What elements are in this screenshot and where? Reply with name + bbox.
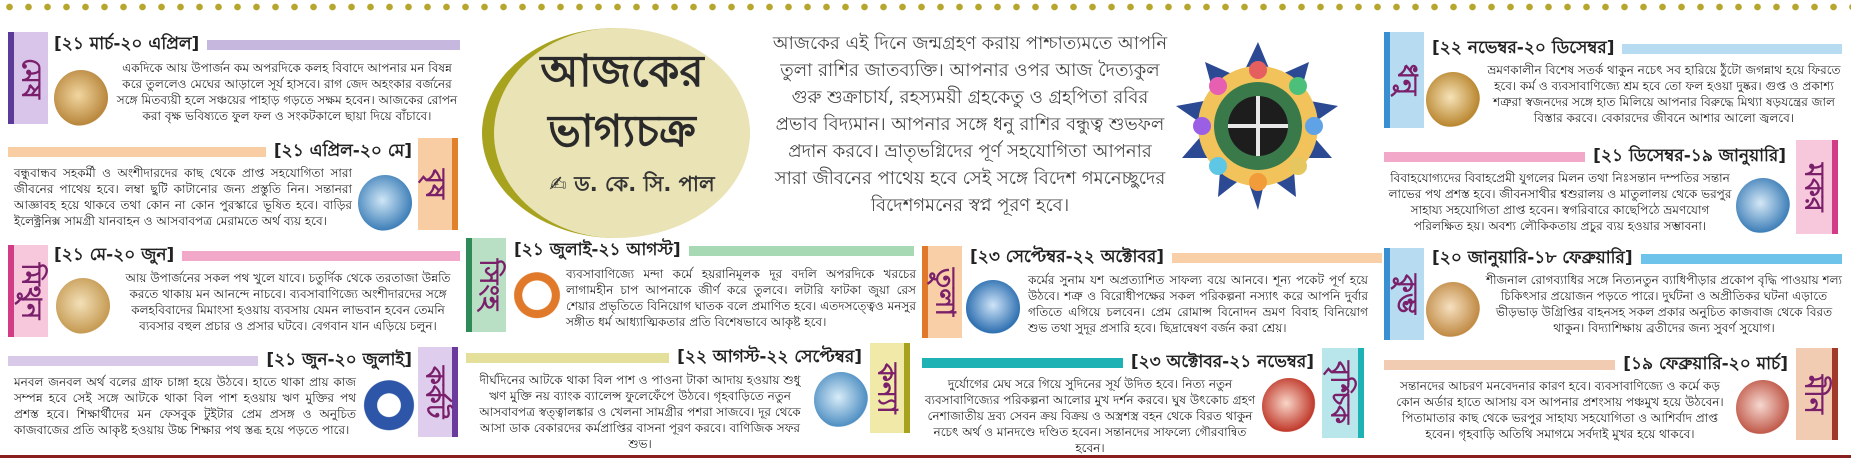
sign-name: মকর bbox=[1798, 162, 1830, 212]
horoscope-text-kanya: দীর্ঘদিনের আটকে থাকা বিল পাশ ও পাওনা টাকা আদায় হওয়ায় শুধু ঋণ মুক্তি নয় ব্যাংক ব্যালেন্স ফুলেফেঁপে উঠবে। গৃহবাড়িতে নতুন আসবাবপত্র স্বত্ত্বালঙ্কার ও খেলনা সামগ্রীর পশরা সাজবে। দূর থেকে আসা ডাক বেকারদের কর্মপ্রাপ্তির বাসনা পূরণ করবে। বাণিজিক সফর শুভ। bbox=[479, 373, 801, 451]
date-range: [২১ মার্চ-২০ এপ্রিল] bbox=[54, 34, 200, 54]
scorpio-icon bbox=[1262, 378, 1316, 434]
cancer-icon bbox=[362, 380, 416, 436]
date-header-karkat bbox=[8, 350, 420, 372]
sign-tab-mesh bbox=[8, 32, 48, 124]
date-header-kanya bbox=[466, 347, 870, 369]
date-range: [২২ নভেম্বর-২০ ডিসেম্বর] bbox=[1432, 38, 1615, 58]
pisces-icon bbox=[1736, 380, 1790, 436]
date-range: [২৩ অক্টোবর-২১ নভেম্বর] bbox=[1130, 352, 1314, 372]
horoscope-text-mithun: আয় উপার্জনের সকল পথ খুলে যাবে। চতুর্দিক থেকে তরতাজা উন্নতি করতে থাকায় মন আনন্দে নাচবে। ব্যবসাবাণিজ্যে অংশীদারদের সঙ্গে কলহবিবাদের মিমাংসা হওয়ায় ব্যবসায় যেমন লাভবান হবেন তেমনি ব্যবসার বহুল প্রচার ও প্রসার ঘটবে। বেগবান যান এড়িয়ে চলুন। bbox=[125, 271, 451, 333]
sign-tab-makar bbox=[1796, 140, 1838, 234]
horoscope-text-mesh: একদিকে আয় উপার্জন কম অপরদিকে কলহ বিবাদে আপনার মন বিষন্ন করে তুললেও মেঘের আড়ালে সূর্য হাসবে। রাগ জেদ অহংকার বর্জনের সঙ্গে মিতব্যয়ী হলে সঞ্চয়ের পাহাড় গড়তে সক্ষম হবেন। আজকের রোপন করা বৃক্ষ ভবিষ্যতে ফুল ফল ও সংকটকালে ছায়া দিয়ে বাঁচাবে। bbox=[116, 61, 458, 123]
date-header-kumbha bbox=[1432, 248, 1842, 270]
title-line-2: ভাগ্যচক্র bbox=[548, 106, 696, 157]
virgo-icon bbox=[814, 372, 868, 428]
sign-name: তুলা bbox=[929, 267, 961, 317]
date-header-mithun bbox=[54, 245, 460, 267]
date-header-singha bbox=[514, 240, 914, 262]
sign-name: কন্যা bbox=[871, 362, 903, 414]
date-header-tula bbox=[970, 247, 1382, 269]
intro-paragraph: আজকের এই দিনে জন্মগ্রহণ করায় পাশ্চাত্যমতে আপনি তুলা রাশির জাতব্যক্তি। আপনার ওপর আজ দৈত্যকুল গুরু শুক্রাচার্য, রহস্যময়ী গ্রহকেতু ও গ্রহপিতা রবির প্রভাব বিদ্যমান। আপনার সঙ্গে ধনু রাশির বন্ধুত্ব শুভফল প্রদান করবে। ভ্রাতৃভগ্নিদের পূর্ণ সহযোগিতা আপনার সারা জীবনের পাথেয় হবে সেই সঙ্গে বিদেশ গমনেচ্ছুদের বিদেশগমনের স্বপ্ন পূরণ হবে। bbox=[772, 33, 1168, 216]
sign-tab-karkat bbox=[418, 347, 458, 437]
date-header-dhanu bbox=[1432, 38, 1842, 60]
taurus-icon bbox=[358, 175, 412, 231]
dotted-border bbox=[0, 0, 1851, 14]
date-header-brisha bbox=[8, 141, 420, 163]
sign-tab-kanya bbox=[870, 343, 910, 433]
date-range: [২১ মে-২০ জুন] bbox=[54, 245, 175, 265]
sign-name: ধনু bbox=[1391, 64, 1423, 96]
bottom-rule bbox=[0, 455, 1851, 458]
date-range: [২০ জানুয়ারি-১৮ ফেব্রুয়ারি] bbox=[1432, 248, 1633, 268]
sign-name: বৃষ bbox=[419, 169, 451, 199]
libra-icon bbox=[966, 280, 1020, 336]
date-header-makar bbox=[1384, 146, 1794, 168]
date-header-brishchik bbox=[922, 352, 1322, 374]
date-header-meen bbox=[1384, 354, 1796, 376]
date-range: [২১ জুলাই-২১ আগস্ট] bbox=[514, 240, 681, 260]
aries-icon bbox=[54, 70, 108, 126]
horoscope-text-meen: সন্তানদের আচরণ মনবেদনার কারণ হবে। ব্যবসাবাণিজ্যে ও কর্মে কড় কোন অর্ডার হাতে আসায় বস আপনার প্রশংসায় পঞ্চমুখ হয়ে উঠবেন। পিতামাতার কাছ থেকে ভরপুর সাহায্য সহযোগিতা ও আশির্বাদ প্রাপ্ত হবেন। গৃহবাড়ি অতিথি সমাগমে সর্বদাই মুখর হয়ে থাকবে। bbox=[1396, 379, 1724, 441]
sign-tab-meen bbox=[1796, 348, 1838, 440]
capricorn-icon bbox=[1736, 178, 1790, 234]
sagittarius-icon bbox=[1426, 72, 1480, 128]
horoscope-text-dhanu: ভ্রমণকালীন বিশেষ সতর্ক থাকুন নচেৎ সব হারিয়ে ঠুঁটো জগন্নাথ হয়ে ফিরতে হবে। কর্ম ও ব্যবসাবাণিজ্যে শ্রম হবে তো ফল হওয়া দুষ্কর। গুপ্ত ও প্রকাশ্য শত্রুরা স্বজনদের সঙ্গে হাত মিলিয়ে আপনার বিরুদ্ধে মিথ্যা ষড়যন্ত্রের জাল বিস্তার করবে। বেকারদের জীবনে আশার আলো জ্বলবে। bbox=[1487, 63, 1841, 125]
sign-tab-brishchik bbox=[1322, 348, 1364, 438]
horoscope-text-brisha: বন্ধুবান্ধব সহকর্মী ও অংশীদারদের কাছ থেকে প্রাপ্ত সহযোগিতা সারা জীবনের পাথেয় হবে। লম্বা ছুটি কাটানোর জন্য প্রস্তুতি নিন। সন্তানরা আজ্ঞাবহ হয়ে থাকবে তথা কোন না কোন পুরস্কারে ভূষিত হবে। বাড়ির ইলেক্ট্রনিক্স সামগ্রী যানবাহন ও আসবাবপত্র মেরামতে অর্থ ব্যয় হবে। bbox=[14, 166, 352, 228]
title-line-1: আজকের bbox=[540, 46, 704, 97]
horoscope-text-karkat: মনবল জনবল অর্থ বলের গ্রাফ চাঙ্গা হয়ে উঠবে। হাতে থাকা প্রায় কাজ সম্পন্ন হবে সেই সঙ্গে আটকে থাকা বিল পাশ হওয়ায় ঋণ মুক্তির পথ প্রশস্ত হবে। শিক্ষার্থীদের মন ফেসবুক টুইটার প্রেম প্রসঙ্গ ও অনুচিত কাজবাজের প্রতি আকৃষ্ট হওয়ায় উচ্চ শিক্ষার পথ স্তব্ধ হয়ে পড়তে পারে। bbox=[14, 375, 356, 437]
horoscope-text-tula: কর্মের সুনাম যশ অপ্রত্যাশিত সাফল্য বয়ে আনবে। শূন্য পকেট পূর্ণ হয়ে উঠবে। শত্রু ও বিরোধীপক্ষের সকল পরিকল্পনা নস্যাৎ করে আপনি দুর্বার গতিতে এগিয়ে চলবেন। প্রেম রোমান্স বিনোদন ভ্রমণ বিবাহ বিনিয়োগ শুভ তথা সুদূর প্রসারি হবে। ছিদ্রান্বেষণ বর্জন করা শ্রেয়। bbox=[1028, 273, 1368, 335]
date-range: [২২ আগস্ট-২২ সেপ্টেম্বর] bbox=[677, 347, 862, 367]
sign-name: কুম্ভ bbox=[1391, 273, 1423, 315]
zodiac-wheel-image bbox=[1172, 40, 1344, 212]
sign-name: মেষ bbox=[15, 57, 47, 99]
sign-tab-singha bbox=[466, 238, 506, 332]
date-header-mesh bbox=[54, 34, 460, 56]
gemini-icon bbox=[56, 278, 110, 334]
horoscope-text-makar: বিবাহযোগ্যদের বিবাহপ্রেমী যুগলের মিলন তথা নিঃসন্তান দম্পতির সন্তান লাভের পথ প্রশস্ত হবে। জীবনসাথীর শ্বশুরালয় ও মাতুলালয় থেকে ভরপুর সাহায্য সহযোগিতা প্রাপ্ত হবেন। স্বগরিবারে কাছেপিঠে ভ্রমণযোগ পরিলক্ষিত হয়। অবশ্য লৌকিকতায় প্রচুর ব্যয় হওয়ার সম্ভাবনা। bbox=[1388, 171, 1732, 233]
sign-name: সিংহ bbox=[473, 259, 505, 311]
sign-tab-tula bbox=[922, 246, 962, 338]
date-range: [২১ জুন-২০ জুলাই] bbox=[266, 350, 412, 370]
page-title bbox=[502, 42, 742, 162]
horoscope-text-brishchik: দুর্যোগের মেঘ সরে গিয়ে সুদিনের সূর্য উদিত হবে। নিত্য নতুন ব্যবসাবাণিজ্যের পরিকল্পনা আলোর মুখ দর্শন করবে। ঘুষ উৎকোচ গ্রহণ নেশাজাতীয় দ্রব্য সেবন ক্রয় বিক্রয় ও অস্ত্রশস্ত্র বহন থেকে বিরত থাকুন নচেৎ অর্থ ও মানদণ্ডে দণ্ডিত হবেন। সন্তানদের সাফল্যে গৌরবান্বিত হবেন। bbox=[924, 377, 1256, 455]
date-range: [২১ ডিসেম্বর-১৯ জানুয়ারি] bbox=[1593, 146, 1786, 166]
sign-tab-brisha bbox=[418, 138, 458, 230]
sign-name: মীন bbox=[1798, 374, 1830, 414]
sign-name: বৃশ্চিক bbox=[1324, 361, 1356, 425]
horoscope-text-kumbha: শীজনাল রোগব্যাধির সঙ্গে নিত্যনতুন ব্যাধিপীড়ার প্রকোপ বৃদ্ধি পাওয়ায় শল্য চিকিৎসার প্রয়োজন পড়তে পারে। দুর্ঘটনা ও অপ্রীতিকর ঘটনা এড়াতে ভীড়ভাড় উগ্রিপ্তির বাহনসহ সকল প্রকার অনুচিত কাজবাজ থেকে বিরত থাকুন। বিদ্যাশিক্ষায় ব্রতীদের জন্য সুবর্ণ সুযোগ। bbox=[1485, 273, 1843, 335]
date-range: [১৯ ফেব্রুয়ারি-২০ মার্চ] bbox=[1623, 354, 1788, 374]
leo-icon bbox=[510, 270, 564, 326]
date-range: [২১ এপ্রিল-২০ মে] bbox=[273, 141, 412, 161]
sign-tab-mithun bbox=[8, 245, 48, 337]
aquarius-icon bbox=[1426, 282, 1480, 338]
horoscope-text-singha: ব্যবসাবাণিজ্যে মন্দা কর্মে হয়রানিমূলক দূর বদলি অপরদিকে খরচের লাগামহীন চাপ আপনাকে জীর্ণ করে তুলবে। লটারি ফাটকা জুয়া রেস শেয়ার প্রভৃতিতে বিনিয়োগ ঘাতক বলে প্রমাণিত হবে। এতদসত্ত্বেও মনসুর সঙ্গীত ধর্ম আধ্যাত্মিকতার প্রতি বিশেষভাবে আকৃষ্ট হবে। bbox=[566, 267, 916, 329]
sign-tab-dhanu bbox=[1384, 32, 1424, 128]
sign-name: মিথুন bbox=[15, 262, 47, 320]
sign-tab-kumbha bbox=[1384, 248, 1424, 340]
author-byline: ✍ ড. কে. সি. পাল bbox=[549, 172, 715, 196]
date-range: [২৩ সেপ্টেম্বর-২২ অক্টোবর] bbox=[970, 247, 1165, 267]
sign-name: কর্কট bbox=[419, 365, 451, 419]
